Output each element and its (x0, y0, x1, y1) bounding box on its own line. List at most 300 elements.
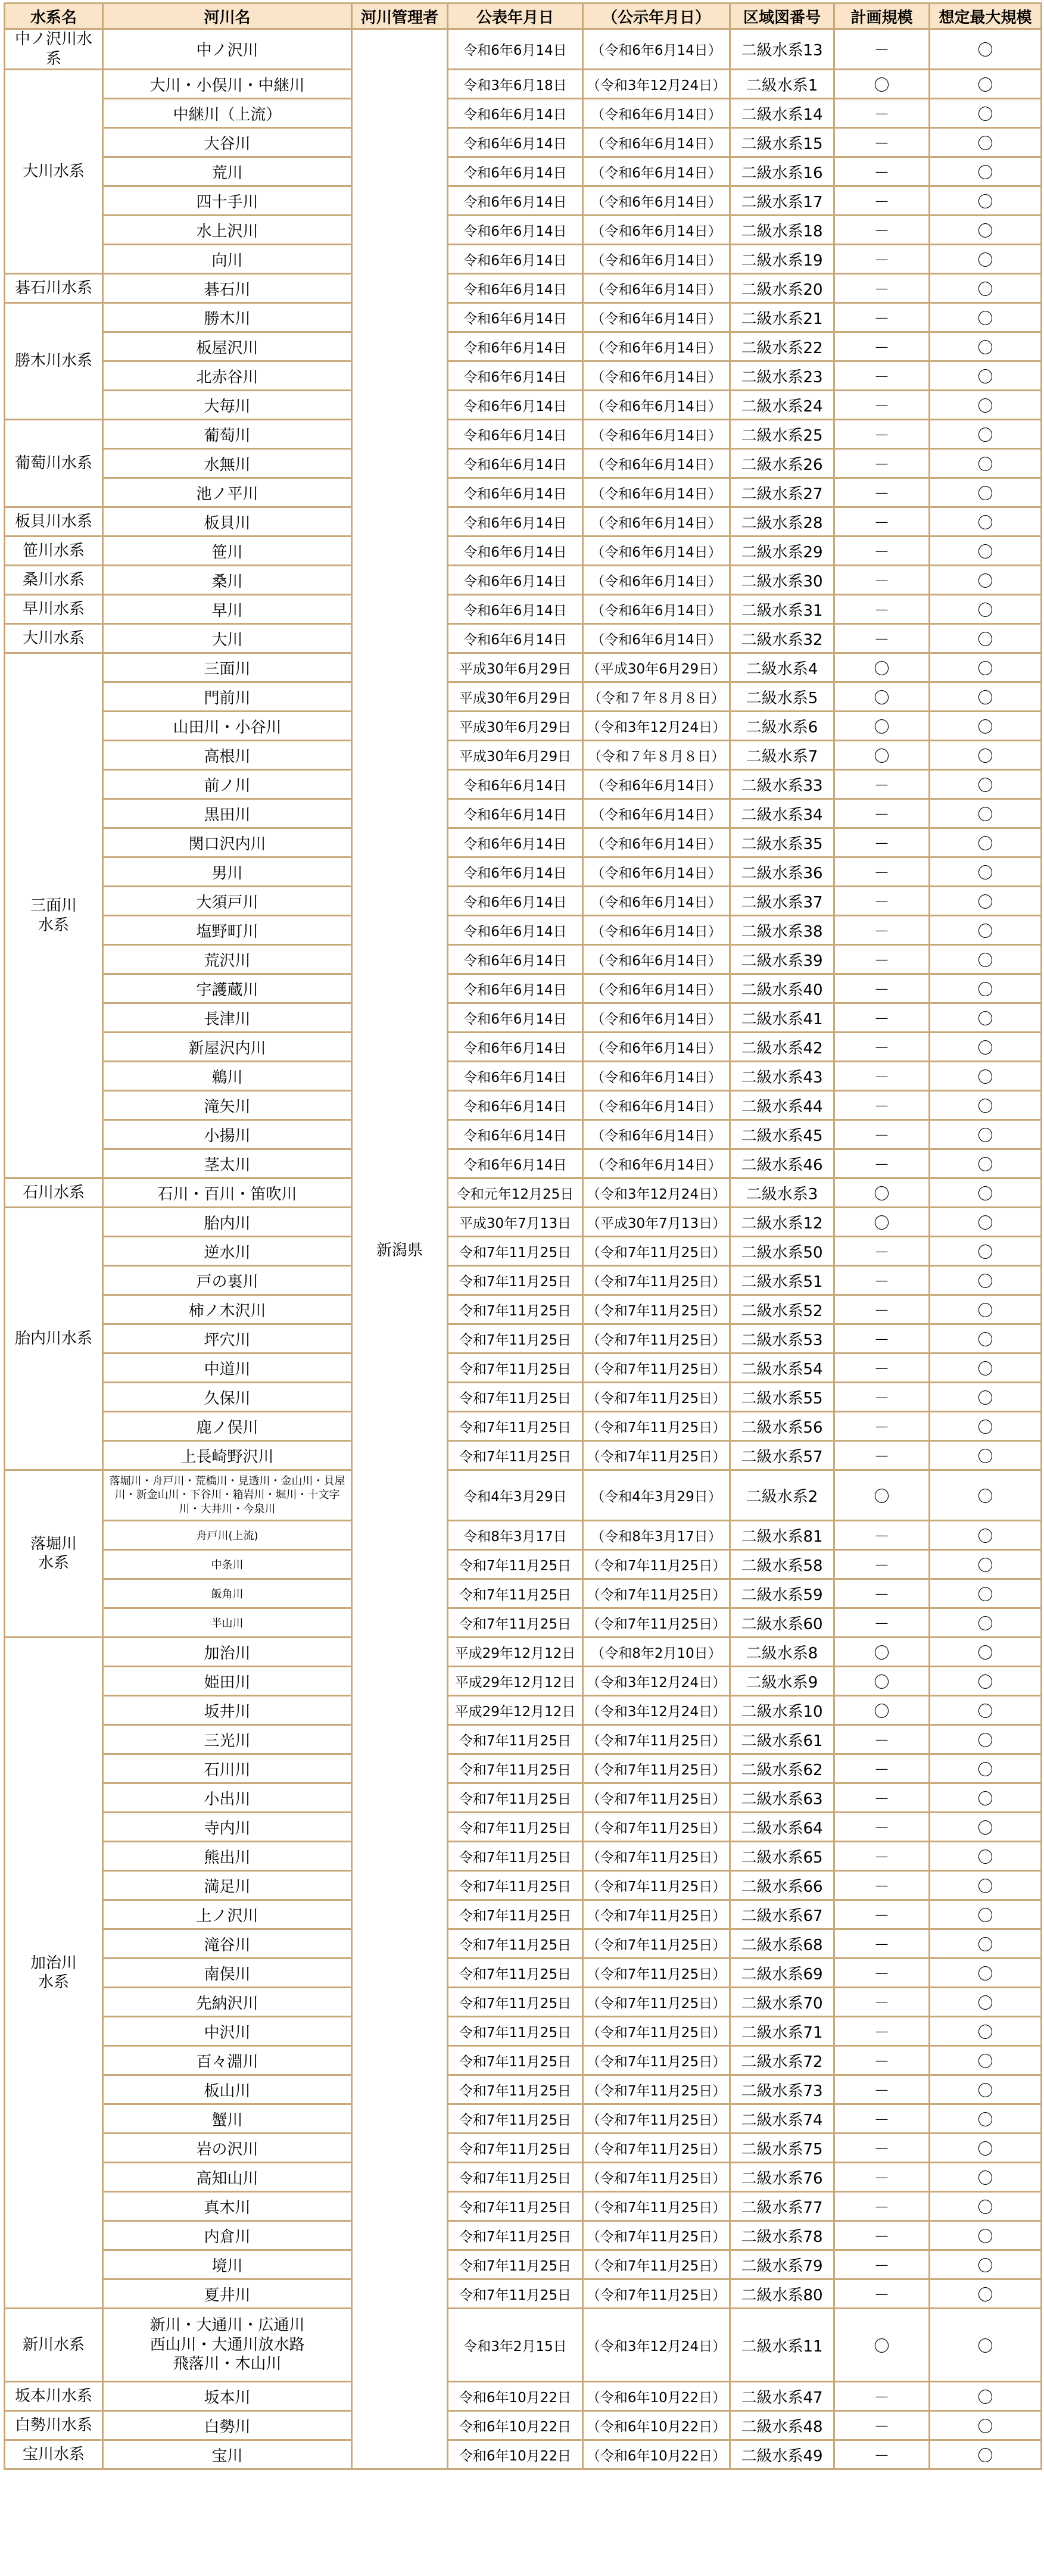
notice-date-cell: （令和6年10月22日） (583, 2411, 730, 2440)
river-name-cell: 大谷川 (103, 128, 352, 157)
table-row (5, 2250, 1042, 2279)
map-number-cell: 二級水系50 (730, 1237, 834, 1266)
river-name-cell: 長津川 (103, 1003, 352, 1033)
table-row (5, 2163, 1042, 2192)
max-scale-cell: 〇 (930, 1003, 1042, 1033)
table-row (5, 157, 1042, 186)
max-scale-cell: 〇 (930, 2250, 1042, 2279)
publication-date-cell: 平成30年7月13日 (448, 1208, 583, 1237)
max-scale-cell: 〇 (930, 2046, 1042, 2075)
map-number-cell: 二級水系29 (730, 537, 834, 566)
river-name-cell: 落堀川・舟戸川・荒橋川・見透川・金山川・貝屋川・新金山川・下谷川・箱岩川・堀川・十文字川・大井川・今泉川 (103, 1470, 352, 1521)
planned-scale-cell: － (834, 99, 930, 128)
river-name-cell: 塩野町川 (103, 916, 352, 945)
planned-scale-cell: － (834, 2017, 930, 2046)
table-row (5, 332, 1042, 361)
table-row (5, 595, 1042, 624)
header-row (5, 4, 1042, 29)
river-name-cell: 新川・大通川・広通川 西山川・大通川放水路 飛落川・木山川 (103, 2309, 352, 2382)
map-number-cell: 二級水系53 (730, 1324, 834, 1354)
table-row (5, 391, 1042, 420)
water-system-cell: 胎内川水系 (5, 1208, 103, 1470)
notice-date-cell: （令和6年6月14日） (583, 303, 730, 332)
river-name-cell: 内倉川 (103, 2221, 352, 2250)
river-name-cell: 前ノ川 (103, 770, 352, 799)
publication-date-cell: 令和7年11月25日 (448, 1783, 583, 1813)
notice-date-cell: （令和6年6月14日） (583, 887, 730, 916)
max-scale-cell: 〇 (930, 1900, 1042, 1929)
max-scale-cell: 〇 (930, 245, 1042, 274)
planned-scale-cell: － (834, 2221, 930, 2250)
planned-scale-cell: － (834, 595, 930, 624)
notice-date-cell: （令和7年11月25日） (583, 2104, 730, 2134)
planned-scale-cell: － (834, 1725, 930, 1754)
planned-scale-cell: － (834, 974, 930, 1003)
table-row (5, 1579, 1042, 1608)
river-name-cell: 飯角川 (103, 1579, 352, 1608)
publication-date-cell: 令和6年6月14日 (448, 216, 583, 245)
max-scale-cell: 〇 (930, 1813, 1042, 1842)
max-scale-cell: 〇 (930, 478, 1042, 507)
publication-date-cell: 令和7年11月25日 (448, 1383, 583, 1412)
planned-scale-cell: － (834, 2382, 930, 2411)
river-name-cell: 夏井川 (103, 2279, 352, 2309)
notice-date-cell: （令和6年6月14日） (583, 391, 730, 420)
river-name-cell: 坂本川 (103, 2382, 352, 2411)
notice-date-cell: （令和7年11月25日） (583, 1579, 730, 1608)
table-row (5, 1324, 1042, 1354)
max-scale-cell: 〇 (930, 1958, 1042, 1988)
map-number-cell: 二級水系71 (730, 2017, 834, 2046)
map-number-cell: 二級水系41 (730, 1003, 834, 1033)
river-name-cell: 石川・百川・笛吹川 (103, 1178, 352, 1208)
max-scale-cell: 〇 (930, 303, 1042, 332)
notice-date-cell: （令和7年11月25日） (583, 1295, 730, 1324)
publication-date-cell: 令和6年6月14日 (448, 624, 583, 653)
notice-date-cell: （令和6年6月14日） (583, 857, 730, 887)
notice-date-cell: （令和７年８月８日） (583, 682, 730, 712)
map-number-cell: 二級水系5 (730, 682, 834, 712)
river-name-cell: 関口沢内川 (103, 828, 352, 857)
max-scale-cell: 〇 (930, 1120, 1042, 1149)
table-row (5, 2046, 1042, 2075)
notice-date-cell: （令和7年11月25日） (583, 1900, 730, 1929)
map-number-cell: 二級水系28 (730, 507, 834, 537)
river-name-cell: 新屋沢内川 (103, 1033, 352, 1062)
notice-date-cell: （令和3年12月24日） (583, 1696, 730, 1725)
table-row (5, 537, 1042, 566)
river-name-cell: 境川 (103, 2250, 352, 2279)
planned-scale-cell: － (834, 2192, 930, 2221)
planned-scale-cell: － (834, 537, 930, 566)
publication-date-cell: 令和6年6月14日 (448, 128, 583, 157)
map-number-cell: 二級水系75 (730, 2134, 834, 2163)
planned-scale-cell: － (834, 478, 930, 507)
max-scale-cell: 〇 (930, 1550, 1042, 1579)
max-scale-cell: 〇 (930, 653, 1042, 682)
notice-date-cell: （令和7年11月25日） (583, 2075, 730, 2104)
publication-date-cell: 令和7年11月25日 (448, 2017, 583, 2046)
map-number-cell: 二級水系20 (730, 274, 834, 303)
map-number-cell: 二級水系4 (730, 653, 834, 682)
notice-date-cell: （令和6年6月14日） (583, 449, 730, 478)
max-scale-cell: 〇 (930, 70, 1042, 99)
planned-scale-cell: － (834, 449, 930, 478)
river-name-cell: 満足川 (103, 1871, 352, 1900)
map-number-cell: 二級水系78 (730, 2221, 834, 2250)
notice-date-cell: （令和7年11月25日） (583, 1324, 730, 1354)
planned-scale-cell: 〇 (834, 1696, 930, 1725)
publication-date-cell: 令和6年6月14日 (448, 1033, 583, 1062)
notice-date-cell: （令和6年6月14日） (583, 974, 730, 1003)
max-scale-cell: 〇 (930, 2192, 1042, 2221)
publication-date-cell: 令和7年11月25日 (448, 2279, 583, 2309)
river-name-cell: 中沢川 (103, 2017, 352, 2046)
table-row (5, 128, 1042, 157)
water-system-cell: 早川水系 (5, 595, 103, 624)
river-list-body (5, 29, 1042, 2469)
river-name-cell: 半山川 (103, 1608, 352, 1638)
publication-date-cell: 令和7年11月25日 (448, 2104, 583, 2134)
river-name-cell: 板山川 (103, 2075, 352, 2104)
river-name-cell: 坂井川 (103, 1696, 352, 1725)
planned-scale-cell: － (834, 2046, 930, 2075)
publication-date-cell: 令和6年6月14日 (448, 186, 583, 216)
max-scale-cell: 〇 (930, 128, 1042, 157)
river-name-cell: 北赤谷川 (103, 361, 352, 391)
notice-date-cell: （令和7年11月25日） (583, 1813, 730, 1842)
planned-scale-cell: 〇 (834, 1470, 930, 1521)
table-row (5, 1383, 1042, 1412)
planned-scale-cell: － (834, 1521, 930, 1550)
table-row (5, 2411, 1042, 2440)
map-number-cell: 二級水系26 (730, 449, 834, 478)
notice-date-cell: （令和7年11月25日） (583, 1725, 730, 1754)
publication-date-cell: 令和6年6月14日 (448, 1149, 583, 1178)
planned-scale-cell: 〇 (834, 653, 930, 682)
planned-scale-cell: － (834, 799, 930, 828)
water-system-cell: 新川水系 (5, 2309, 103, 2382)
publication-date-cell: 令和7年11月25日 (448, 1441, 583, 1470)
river-name-cell: 碁石川 (103, 274, 352, 303)
planned-scale-cell: － (834, 216, 930, 245)
map-number-cell: 二級水系57 (730, 1441, 834, 1470)
water-system-cell: 落堀川 水系 (5, 1470, 103, 1638)
river-name-cell: 加治川 (103, 1638, 352, 1667)
max-scale-cell: 〇 (930, 712, 1042, 741)
water-system-cell: 宝川水系 (5, 2440, 103, 2469)
planned-scale-cell: － (834, 770, 930, 799)
publication-date-cell: 令和8年3月17日 (448, 1521, 583, 1550)
planned-scale-cell: － (834, 945, 930, 974)
notice-date-cell: （令和3年12月24日） (583, 70, 730, 99)
map-number-cell: 二級水系76 (730, 2163, 834, 2192)
publication-date-cell: 令和7年11月25日 (448, 1579, 583, 1608)
water-system-cell: 大川水系 (5, 70, 103, 274)
publication-date-cell: 令和6年6月14日 (448, 157, 583, 186)
max-scale-cell: 〇 (930, 1033, 1042, 1062)
river-name-cell: 勝木川 (103, 303, 352, 332)
notice-date-cell: （令和7年11月25日） (583, 1754, 730, 1783)
notice-date-cell: （令和7年11月25日） (583, 1783, 730, 1813)
max-scale-cell: 〇 (930, 1667, 1042, 1696)
max-scale-cell: 〇 (930, 2411, 1042, 2440)
planned-scale-cell: － (834, 332, 930, 361)
map-number-cell: 二級水系47 (730, 2382, 834, 2411)
planned-scale-cell: 〇 (834, 712, 930, 741)
map-number-cell: 二級水系58 (730, 1550, 834, 1579)
map-number-cell: 二級水系59 (730, 1579, 834, 1608)
table-row (5, 420, 1042, 449)
table-row (5, 653, 1042, 682)
table-row (5, 2134, 1042, 2163)
notice-date-cell: （令和7年11月25日） (583, 1871, 730, 1900)
map-number-cell: 二級水系2 (730, 1470, 834, 1521)
river-name-cell: 門前川 (103, 682, 352, 712)
map-number-cell: 二級水系68 (730, 1929, 834, 1958)
max-scale-cell: 〇 (930, 1470, 1042, 1521)
river-name-cell: 小出川 (103, 1783, 352, 1813)
max-scale-cell: 〇 (930, 1929, 1042, 1958)
river-name-cell: 先納沢川 (103, 1988, 352, 2017)
map-number-cell: 二級水系52 (730, 1295, 834, 1324)
map-number-cell: 二級水系60 (730, 1608, 834, 1638)
max-scale-cell: 〇 (930, 595, 1042, 624)
map-number-cell: 二級水系73 (730, 2075, 834, 2104)
publication-date-cell: 令和7年11月25日 (448, 1871, 583, 1900)
table-row (5, 887, 1042, 916)
planned-scale-cell: － (834, 186, 930, 216)
planned-scale-cell: － (834, 1295, 930, 1324)
notice-date-cell: （令和3年12月24日） (583, 1667, 730, 1696)
notice-date-cell: （令和7年11月25日） (583, 2017, 730, 2046)
publication-date-cell: 令和6年6月14日 (448, 29, 583, 70)
river-name-cell: 山田川・小谷川 (103, 712, 352, 741)
table-row (5, 1608, 1042, 1638)
publication-date-cell: 令和6年10月22日 (448, 2382, 583, 2411)
table-row (5, 1754, 1042, 1783)
header-map-number: 区域図番号 (730, 4, 834, 29)
notice-date-cell: （令和6年6月14日） (583, 1033, 730, 1062)
notice-date-cell: （令和6年6月14日） (583, 624, 730, 653)
publication-date-cell: 令和7年11月25日 (448, 2192, 583, 2221)
notice-date-cell: （令和6年6月14日） (583, 945, 730, 974)
river-list-table (4, 2, 1042, 2470)
map-number-cell: 二級水系36 (730, 857, 834, 887)
river-name-cell: 水無川 (103, 449, 352, 478)
table-row (5, 1842, 1042, 1871)
max-scale-cell: 〇 (930, 682, 1042, 712)
map-number-cell: 二級水系74 (730, 2104, 834, 2134)
planned-scale-cell: － (834, 2411, 930, 2440)
publication-date-cell: 令和元年12月25日 (448, 1178, 583, 1208)
publication-date-cell: 令和6年6月14日 (448, 361, 583, 391)
river-name-cell: 滝谷川 (103, 1929, 352, 1958)
max-scale-cell: 〇 (930, 99, 1042, 128)
river-name-cell: 大川 (103, 624, 352, 653)
river-name-cell: 舟戸川(上流) (103, 1521, 352, 1550)
table-row (5, 2309, 1042, 2382)
planned-scale-cell: － (834, 1550, 930, 1579)
notice-date-cell: （令和6年6月14日） (583, 274, 730, 303)
max-scale-cell: 〇 (930, 1521, 1042, 1550)
table-row (5, 2440, 1042, 2469)
river-name-cell: 戸の裏川 (103, 1266, 352, 1295)
planned-scale-cell: － (834, 2250, 930, 2279)
publication-date-cell: 令和6年6月14日 (448, 770, 583, 799)
table-row (5, 449, 1042, 478)
planned-scale-cell: － (834, 391, 930, 420)
publication-date-cell: 令和6年6月14日 (448, 478, 583, 507)
map-number-cell: 二級水系8 (730, 1638, 834, 1667)
max-scale-cell: 〇 (930, 332, 1042, 361)
max-scale-cell: 〇 (930, 2017, 1042, 2046)
river-name-cell: 大須戸川 (103, 887, 352, 916)
water-system-cell: 坂本川水系 (5, 2382, 103, 2411)
table-row (5, 1149, 1042, 1178)
map-number-cell: 二級水系38 (730, 916, 834, 945)
notice-date-cell: （令和7年11月25日） (583, 2250, 730, 2279)
table-row (5, 624, 1042, 653)
table-row (5, 1120, 1042, 1149)
river-name-cell: 滝矢川 (103, 1091, 352, 1120)
notice-date-cell: （令和6年6月14日） (583, 537, 730, 566)
notice-date-cell: （令和7年11月25日） (583, 1412, 730, 1441)
planned-scale-cell: － (834, 1958, 930, 1988)
map-number-cell: 二級水系31 (730, 595, 834, 624)
table-row (5, 1091, 1042, 1120)
planned-scale-cell: － (834, 1003, 930, 1033)
publication-date-cell: 令和4年3月29日 (448, 1470, 583, 1521)
river-name-cell: 胎内川 (103, 1208, 352, 1237)
map-number-cell: 二級水系12 (730, 1208, 834, 1237)
table-row (5, 1441, 1042, 1470)
map-number-cell: 二級水系63 (730, 1783, 834, 1813)
publication-date-cell: 令和7年11月25日 (448, 1412, 583, 1441)
planned-scale-cell: － (834, 2279, 930, 2309)
publication-date-cell: 令和7年11月25日 (448, 1608, 583, 1638)
river-name-cell: 上ノ沢川 (103, 1900, 352, 1929)
table-row (5, 974, 1042, 1003)
map-number-cell: 二級水系14 (730, 99, 834, 128)
notice-date-cell: （令和6年6月14日） (583, 507, 730, 537)
map-number-cell: 二級水系6 (730, 712, 834, 741)
table-row (5, 29, 1042, 70)
map-number-cell: 二級水系42 (730, 1033, 834, 1062)
publication-date-cell: 令和6年6月14日 (448, 99, 583, 128)
planned-scale-cell: － (834, 1383, 930, 1412)
river-name-cell: 中道川 (103, 1354, 352, 1383)
publication-date-cell: 令和7年11月25日 (448, 1266, 583, 1295)
max-scale-cell: 〇 (930, 1354, 1042, 1383)
publication-date-cell: 令和7年11月25日 (448, 1958, 583, 1988)
notice-date-cell: （令和6年10月22日） (583, 2382, 730, 2411)
planned-scale-cell: 〇 (834, 741, 930, 770)
publication-date-cell: 平成30年6月29日 (448, 653, 583, 682)
table-row (5, 478, 1042, 507)
planned-scale-cell: － (834, 1900, 930, 1929)
map-number-cell: 二級水系30 (730, 566, 834, 595)
max-scale-cell: 〇 (930, 2279, 1042, 2309)
max-scale-cell: 〇 (930, 945, 1042, 974)
notice-date-cell: （令和7年11月25日） (583, 1842, 730, 1871)
planned-scale-cell: － (834, 1324, 930, 1354)
planned-scale-cell: 〇 (834, 70, 930, 99)
max-scale-cell: 〇 (930, 741, 1042, 770)
notice-date-cell: （令和6年6月14日） (583, 566, 730, 595)
map-number-cell: 二級水系32 (730, 624, 834, 653)
table-row (5, 1958, 1042, 1988)
max-scale-cell: 〇 (930, 1871, 1042, 1900)
notice-date-cell: （令和7年11月25日） (583, 2046, 730, 2075)
planned-scale-cell: － (834, 1608, 930, 1638)
water-system-cell: 碁石川水系 (5, 274, 103, 303)
map-number-cell: 二級水系44 (730, 1091, 834, 1120)
table-row (5, 1412, 1042, 1441)
river-name-cell: 向川 (103, 245, 352, 274)
table-row (5, 1813, 1042, 1842)
planned-scale-cell: － (834, 2134, 930, 2163)
map-number-cell: 二級水系43 (730, 1062, 834, 1091)
max-scale-cell: 〇 (930, 1237, 1042, 1266)
map-number-cell: 二級水系17 (730, 186, 834, 216)
max-scale-cell: 〇 (930, 361, 1042, 391)
notice-date-cell: （令和6年6月14日） (583, 1091, 730, 1120)
map-number-cell: 二級水系40 (730, 974, 834, 1003)
map-number-cell: 二級水系64 (730, 1813, 834, 1842)
planned-scale-cell: － (834, 566, 930, 595)
notice-date-cell: （令和3年12月24日） (583, 2309, 730, 2382)
table-row (5, 99, 1042, 128)
max-scale-cell: 〇 (930, 770, 1042, 799)
river-name-cell: 久保川 (103, 1383, 352, 1412)
max-scale-cell: 〇 (930, 2440, 1042, 2469)
map-number-cell: 二級水系55 (730, 1383, 834, 1412)
map-number-cell: 二級水系9 (730, 1667, 834, 1696)
notice-date-cell: （令和6年6月14日） (583, 245, 730, 274)
table-row (5, 186, 1042, 216)
max-scale-cell: 〇 (930, 1324, 1042, 1354)
river-name-cell: 四十手川 (103, 186, 352, 216)
max-scale-cell: 〇 (930, 2163, 1042, 2192)
planned-scale-cell: － (834, 1783, 930, 1813)
publication-date-cell: 令和6年10月22日 (448, 2411, 583, 2440)
notice-date-cell: （平成30年6月29日） (583, 653, 730, 682)
max-scale-cell: 〇 (930, 507, 1042, 537)
max-scale-cell: 〇 (930, 1412, 1042, 1441)
max-scale-cell: 〇 (930, 1988, 1042, 2017)
map-number-cell: 二級水系33 (730, 770, 834, 799)
water-system-cell: 石川水系 (5, 1178, 103, 1208)
map-number-cell: 二級水系65 (730, 1842, 834, 1871)
map-number-cell: 二級水系19 (730, 245, 834, 274)
map-number-cell: 二級水系56 (730, 1412, 834, 1441)
publication-date-cell: 令和6年6月14日 (448, 449, 583, 478)
publication-date-cell: 令和6年6月14日 (448, 245, 583, 274)
river-name-cell: 大毎川 (103, 391, 352, 420)
publication-date-cell: 令和6年6月14日 (448, 1003, 583, 1033)
notice-date-cell: （令和7年11月25日） (583, 1354, 730, 1383)
water-system-cell: 加治川 水系 (5, 1638, 103, 2309)
map-number-cell: 二級水系81 (730, 1521, 834, 1550)
water-system-cell: 白勢川水系 (5, 2411, 103, 2440)
table-row (5, 2382, 1042, 2411)
map-number-cell: 二級水系3 (730, 1178, 834, 1208)
publication-date-cell: 平成30年6月29日 (448, 741, 583, 770)
notice-date-cell: （令和７年８月８日） (583, 741, 730, 770)
map-number-cell: 二級水系18 (730, 216, 834, 245)
max-scale-cell: 〇 (930, 1295, 1042, 1324)
